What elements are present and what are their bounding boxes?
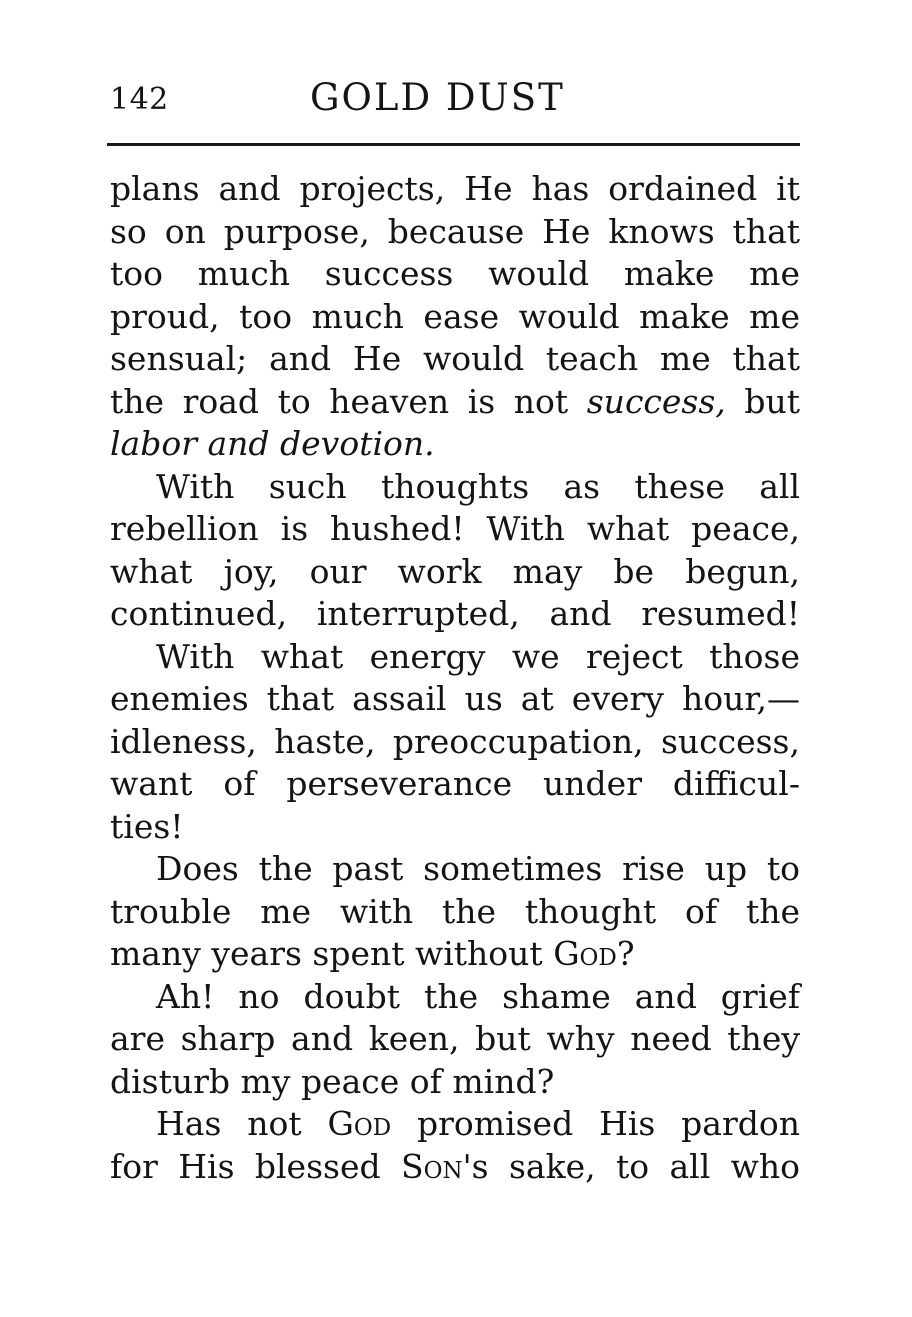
- text-line: With what energy we reject those: [156, 636, 800, 676]
- text-line: idleness, haste, preoccupation, success,: [110, 721, 800, 761]
- text-segment: but: [725, 381, 800, 421]
- small-caps-word: God: [553, 934, 617, 973]
- text-line: what joy, our work may be begun,: [110, 551, 800, 591]
- header-rule: [107, 143, 800, 146]
- text-line: [110, 933, 800, 976]
- text-line: disturb my peace of mind?: [110, 1061, 555, 1101]
- text-line: want of perseverance under difficul-: [110, 764, 800, 803]
- text-line: proud, too much ease would make me: [110, 296, 800, 336]
- text-segment: for His blessed: [110, 1146, 401, 1186]
- small-caps-word: Son: [400, 1146, 463, 1186]
- text-segment: Has not: [156, 1104, 328, 1143]
- text-line: rebellion is hushed! With what peace,: [110, 509, 800, 548]
- body-text: [110, 168, 800, 1188]
- text-line: With such thoughts as these all: [156, 466, 800, 506]
- page-number: 142: [110, 82, 169, 117]
- text-segment: 's sake, to all who: [462, 1146, 800, 1186]
- text-line: too much success would make me: [110, 254, 800, 293]
- italic-word: success,: [586, 381, 726, 421]
- text-line: Ah! no doubt the shame and grief: [156, 976, 800, 1016]
- text-line: sensual; and He would teach me that: [110, 339, 800, 378]
- text-segment: ?: [616, 934, 635, 973]
- text-line: are sharp and keen, but why need they: [110, 1019, 800, 1058]
- text-line: [110, 1146, 800, 1189]
- text-line: so on purpose, because He knows that: [110, 211, 800, 251]
- text-segment: many years spent without: [110, 934, 554, 973]
- text-line: [110, 1103, 800, 1146]
- text-line: trouble me with the thought of the: [110, 891, 800, 931]
- text-line: continued, interrupted, and resumed!: [110, 594, 800, 633]
- small-caps-word: God: [327, 1104, 392, 1143]
- text-line: Does the past sometimes rise up to: [156, 849, 800, 888]
- text-line: plans and projects, He has ordained it: [110, 169, 800, 208]
- text-line: labor and devotion.: [110, 424, 435, 463]
- running-title: GOLD DUST: [310, 76, 565, 119]
- page-header: [110, 70, 800, 130]
- text-line: [110, 381, 800, 424]
- text-segment: the road to heaven is not: [110, 381, 587, 421]
- text-segment: promised His pardon: [391, 1104, 801, 1143]
- text-line: enemies that assail us at every hour,—: [110, 679, 800, 718]
- text-line: ties!: [110, 806, 184, 846]
